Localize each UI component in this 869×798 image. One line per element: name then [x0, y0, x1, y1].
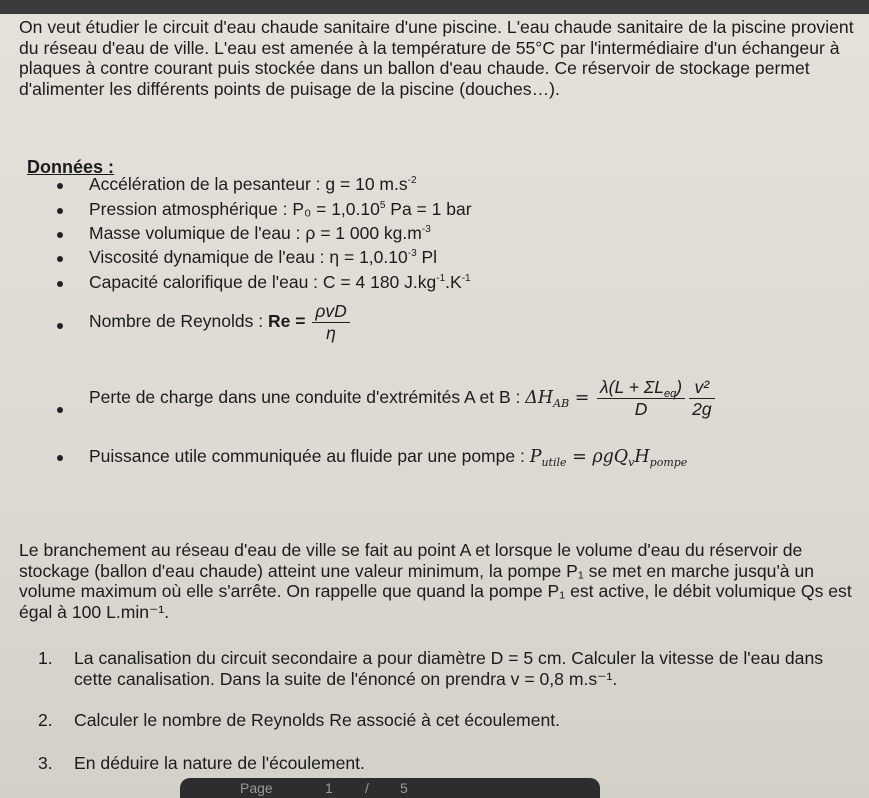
question-number: 2.	[38, 710, 53, 730]
bullet-dot	[57, 407, 63, 413]
bullet-dot	[57, 208, 63, 214]
viscosity-label: Viscosité dynamique de l'eau :	[89, 247, 330, 267]
head-loss-label: Perte de charge dans une conduite d'extrémités A et B :	[89, 387, 526, 408]
question-text: La canalisation du circuit secondaire a pour diamètre D = 5 cm. Calculer la vitesse de l'eau dans cette canalisation. Dans la suite de l'énoncé on prendra v = 0,8 m.s⁻¹.	[74, 648, 824, 689]
question-text: Calculer le nombre de Reynolds Re associé à cet écoulement.	[74, 710, 561, 730]
density-value: ρ = 1 000 kg.m	[305, 223, 422, 243]
pressure-unit: Pa = 1 bar	[385, 199, 472, 219]
bullet-dot	[57, 281, 63, 287]
bullet-dot	[57, 183, 63, 189]
head-loss-denominator-2: 2g	[692, 399, 712, 419]
page-separator: /	[365, 780, 369, 796]
heat-capacity-exp2: -1	[461, 273, 471, 284]
density-exponent: -3	[421, 224, 431, 235]
viscosity-unit: Pl	[416, 247, 438, 267]
heat-capacity-label: Capacité calorifique de l'eau :	[89, 272, 323, 292]
reynolds-label: Nombre de Reynolds :	[89, 311, 268, 332]
head-loss-fraction-1: $\frac{\lambda(L + \Sigma L_{eq})}{D}$	[597, 377, 685, 420]
page-total: 5	[400, 780, 408, 796]
bullet-dot	[57, 323, 63, 329]
gravity-value: g = 10 m.s	[325, 174, 408, 194]
question-2	[38, 710, 858, 732]
reynolds-fraction	[312, 301, 349, 344]
bullet-dot	[57, 256, 63, 262]
heat-capacity-unit: .K	[445, 272, 462, 292]
viscosity-value: η = 1,0.10	[329, 247, 408, 267]
pressure-value: P₀ = 1,0.10	[292, 199, 380, 219]
gravity-label: Accélération de la pesanteur :	[89, 174, 326, 194]
reynolds-denominator: η	[326, 323, 336, 343]
heat-capacity-value: C = 4 180 J.kg	[322, 272, 437, 292]
pressure-exponent: 5	[379, 200, 386, 211]
document-page	[0, 14, 869, 798]
donnees-heading: Données :	[27, 157, 115, 177]
pump-power-label: Puissance utile communiquée au fluide par une pompe :	[89, 446, 530, 466]
question-1	[38, 648, 858, 690]
head-loss-fraction-2	[689, 377, 714, 420]
top-dark-bar	[0, 0, 869, 14]
pump-power-h-sub: pompe	[649, 456, 688, 469]
head-loss-denominator: D	[634, 399, 648, 419]
reynolds-numerator: ρvD	[312, 301, 349, 323]
head-loss-numerator-2: v²	[689, 377, 714, 399]
head-loss-numerator-sub: eq	[664, 388, 677, 400]
intro-paragraph: On veut étudier le circuit d'eau chaude sanitaire d'une piscine. L'eau chaude sanitaire de la piscine provient du réseau d'eau de ville. L'eau est amenée à la température de 55°C par l'intermédiaire d'un échangeur à plaques à contre courant puis stockée dans un ballon d'eau chaude. Ce réservoir de stockage permet d'alimenter les différents points de puisage de la piscine (douches…).	[19, 17, 854, 99]
page-number: 1	[325, 780, 333, 796]
branchement-paragraph: Le branchement au réseau d'eau de ville se fait au point A et lorsque le volume d'eau du réservoir de stockage (ballon d'eau chaude) atteint une valeur minimum, la pompe P₁ se met en marche jusqu'à un volume maximum où elle s'arrête. On rappelle que quand la pompe P₁ est active, le débit volumique Qs est égal à 100 L.min⁻¹.	[19, 540, 852, 622]
page-indicator	[180, 778, 600, 798]
head-loss-lhs: $\Delta H_{AB}$ =	[525, 388, 595, 411]
head-loss-lhs-sub: AB	[553, 397, 570, 411]
density-label: Masse volumique de l'eau :	[89, 223, 306, 243]
reynolds-lhs: Re =	[267, 311, 311, 332]
bullet-dot	[57, 232, 63, 238]
gravity-exponent: -2	[407, 175, 417, 186]
viscosity-exponent: -3	[407, 248, 417, 259]
bullet-dot	[57, 455, 63, 461]
question-text: En déduire la nature de l'écoulement.	[74, 753, 365, 773]
question-number: 3.	[38, 753, 53, 773]
head-loss-numerator: λ(L + ΣL	[600, 377, 665, 397]
pressure-label: Pression atmosphérique :	[89, 199, 293, 219]
pump-power-lhs-sub: utile	[541, 456, 567, 469]
question-number: 1.	[38, 648, 53, 668]
pump-power-formula: $P_{utile} = \rho gQ_vH_{pompe}$	[529, 447, 688, 469]
question-3	[38, 753, 858, 775]
heat-capacity-exp1: -1	[436, 273, 446, 284]
page-label: Page	[240, 780, 273, 796]
